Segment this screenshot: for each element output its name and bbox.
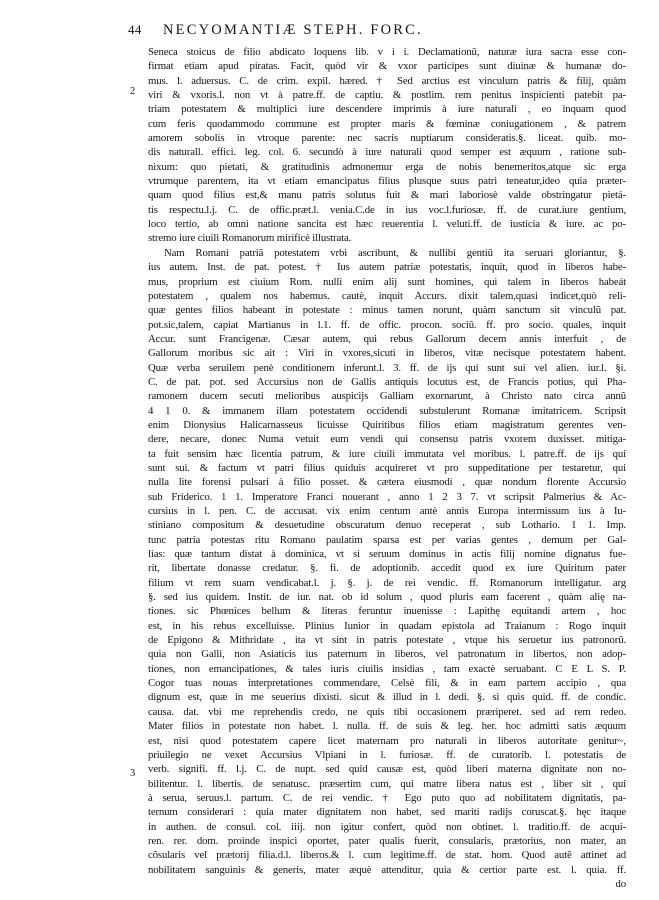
- text-line: vtrumque parentem, ita vt etiam emancipatus filius plusque suus patri teneatur,ideo quia præter-: [148, 175, 626, 188]
- text-line: triam potestatem & multiplici iure descendere imprimis à iure naturali , eo inquam quod: [148, 103, 626, 116]
- text-line: ta fuit sensim hæc licentia patrum, & iure ciuili immutata vel moribus. l. patre.ff. de ijs qui: [148, 447, 626, 460]
- text-line: quæ gentes filios habeant in potestate : minus tamen norunt, quàm sanctum sit vinculũ pat.: [148, 304, 626, 317]
- text-line: à serua, seruus.l. partum. C. de rei vendic. † Ego puto quo ad nobilitatem dignitatis, pa-: [148, 791, 626, 804]
- text-line: sunt sui. & factum vt patri filius quiduis acquireret vt pro suppeditatione per testaretur, qui: [148, 461, 626, 474]
- text-line: loco tertio, ab omni natione sancita est hæc reuerentia l. veluti.ff. de iusticia & iure. ac po-: [148, 218, 626, 231]
- page-number: 44: [128, 22, 142, 37]
- text-line: causa. dat. vbi me reprehendis credo, ne quis tibi occasionem præriperet. sed ad rem redeo.: [148, 705, 626, 718]
- text-line: dignum est, quæ in me seuerius dixisti. sicut & illud in l. dedi. §. si quis quid. ff. de condic.: [148, 691, 626, 704]
- text-line: enim Dionysius Halicarnasseus licuisse Quiritibus filios etiam magistratum gerentes ven-: [148, 418, 626, 431]
- text-line: pot.sic,talem, capiat Martianus in l.1. ff. de offic. procon. sociũ. ff. pro socio. quales, inquit: [148, 318, 626, 331]
- text-line: Seneca stoicus de filio abdicato loquens lib. v i i. Declamationũ, naturæ iura sacra esse con-: [148, 46, 626, 58]
- text-line: est, nisi quod potestatem capere licet maternam pro naturali in liberos autoritate genitur~,: [148, 734, 626, 747]
- text-line: C. de pat. pot. sed Accursius non de Gallis antiquis locutus est, de Francis potius, qui Pha-: [148, 375, 626, 388]
- margin-note-2: 2: [130, 86, 136, 97]
- text-line: potestatem , qualem nos habemus. cautè, inquit Accurs. dixit talem,quasi indicet,quò reli-: [148, 289, 626, 302]
- text-line: Cogor tuas nouas interpretationes commendare, Celsè fili, & in eam partem accipio , qua: [148, 677, 626, 690]
- text-line: ren. rer. dom. proinde inspici oportet, pater qualis fuerit, consularis, prætorius, non mater, an: [148, 834, 626, 847]
- text-line: amorem sobolis in vtroque parente: nec sacris nuptiarum consideratis.§. liceat. quib. mo-: [148, 132, 626, 145]
- text-line: 4 1 0. & immanem illam potestatem occidendi substulerunt Romanæ imitatricem. Scripsit: [148, 404, 626, 417]
- text-line: stiniano compositum & desuetudine obscuratum denuo receperat , sub Lothario. 1 1. Imp.: [148, 519, 626, 532]
- text-line: nixum: quo pietati, & gratitudinis admonemur erga de nobis benemeritos,atque sic erga: [148, 160, 626, 173]
- text-line: in authen. de consul. col. iiij. non igitur confert, quòd non obtinet. l. traditio.ff. de acqui-: [148, 820, 626, 833]
- text-line: ramonem ducem secuti melioribus auspicijs Galliam exornarunt, à Christo nato circa annũ: [148, 390, 626, 403]
- text-line: sub Friderico. 1 1. Imperatore Franci nouerant , anno 1 2 3 7. vt scripsit Palmerius & Ac-: [148, 490, 626, 503]
- text-line: verb. signifi. ff. l.j. C. de nupt. sed quid causæ est, quòd liberi materna dignitate non no-: [148, 763, 626, 776]
- text-line: ternum considerari : quia mater dignitatem non habet, sed mariti radijs coruscat.§. hęc itaque: [148, 806, 626, 819]
- text-line: cursius in l. pen. C. de accusat. vix enim centum antè annis Europa intermissum ius à Iu-: [148, 505, 626, 517]
- text-line: viri & vxoris.l. non vt à patre.ff. de captiu. & postlim. rem penitus inspicienti patebit pa-: [148, 89, 626, 102]
- text-line: dere, necare, donec Numa vetuit eum vendi qui consensu patris vxorem duxisset. mitiga-: [148, 433, 626, 446]
- text-line: Mater filios in potestate non habet. l. nulla. ff. de suis & leg. her. hoc admitti satis æquum: [148, 720, 626, 733]
- text-line: Gallorum moribus sic ait : Viri in vxores,sicuti in liberos, vitæ necisque potestatem habent.: [148, 347, 626, 360]
- text-line: tiones. sic Phœnices bellum & literas feruntur inuenisse : Lapithę equitandi artem , hoc: [148, 605, 626, 618]
- text-line: stremo iure ciuili Romanorum mirificè illustrata.: [148, 232, 352, 245]
- text-line: nobilitatem sanguinis & generis, mater æquè attenditur, quia & certior parte est. l. quia. ff.: [148, 863, 626, 876]
- text-line: quam quod filius est,& manu patris solutus fuit & mari laboriosè valde obstringatur pietá-: [148, 189, 626, 202]
- text-line: ius autem. Inst. de pat. potest. † Ius autem patriæ potestatis, inquit, quod in liberos habe-: [148, 261, 626, 274]
- text-line: cõsularis vel prætorij filia.d.l. liberos.& l. cum legitime.ff. de stat. hom. Quod autẽ attinet ad: [148, 849, 626, 862]
- text-line: lias: quæ tantum distat à dominica, vt si seruum dominus in actis filij nomine dignatus fue-: [148, 548, 626, 561]
- text-line: §. sed ius quidem. Instit. de iur. nat. ob id solum , quod pluris eam facerent , quàm alię na-: [148, 591, 626, 604]
- text-line: Quæ verba seruilem penè conditionem inferunt.l. 3. ff. de ijs qui sunt sui vel alien. iur.l. §i.: [148, 361, 626, 374]
- running-title: NECYOMANTIÆ STEPH. FORC.: [163, 22, 423, 38]
- text-line: firmat etiam apud piratas. Facit, quòd vir & vxor participes sunt diuinæ & humanæ do-: [148, 60, 626, 73]
- text-line: filium vt rem suam vendicabat.l. j. §. j. de rei vendic. ff. Romanorum intelligatur. arg: [148, 576, 626, 589]
- text-line: tiones, non emancipationes, & tales iuris ciuilis insidias , tam exactè seruabant. C E L S. P.: [148, 662, 626, 675]
- text-line: rit, libertate donasse credatur. §. fi. de adoptionib. accedit quod ex iure Quiritum pater: [148, 562, 626, 575]
- margin-note-3: 3: [130, 768, 136, 779]
- text-line: dis naturall. effici. leg. col. 6. secundò à iure naturali quod semper est æquum , ratione sub-: [148, 146, 626, 159]
- text-line: tis respectu.l.j. C. de offic.præt.l. venia.C.de in ius voc.l.furiosæ. ff. de curat.iure gentium,: [148, 203, 626, 216]
- text-line: est, in his rebus excelluisse. Plinius Iunior in quadam epistola ad Traianum : Rogo inquit: [148, 619, 626, 632]
- text-line: quia non Galli, non Asiaticis ius paternum in liberos, vel patronatum in libertos, non adop-: [148, 648, 626, 661]
- text-line: Accur. sunt Francigenæ. Cæsar autem, qui rebus Gallorum decem annis interfuit , de: [148, 332, 626, 345]
- text-line: de Epigono & Mithridate , ita vt sint in patris potestate , vtque his seruetur ius patronorũ.: [148, 634, 626, 647]
- catchword: do: [615, 877, 626, 890]
- body-text: [148, 45, 626, 891]
- text-line: mus, proprium est ciuium Rom. nulli enim alij sunt homines, qui talem in liberos habeát: [148, 275, 626, 288]
- text-line: cum feris quodammodo commune est propter maris & fœminæ coniugationem , & patrem: [148, 117, 626, 130]
- paragraph-start-line: Nam Romani patriã potestatem vrbi ascribunt, & nullibi gentiũ ita seruari gloriantur, §.: [164, 246, 626, 259]
- text-line: priuilegio ne vexet Accursius Vlpiani in l. furiosæ. ff. de curatorib. l. potestatis de: [148, 748, 626, 761]
- page-header: [128, 20, 618, 40]
- text-line: nulla lite forensi pulsari à filio posset. & cætera eiusmodi , quæ nondum florente Accursio: [148, 476, 626, 489]
- text-line: bilitentur. l. libertis. de senatusc. præsertim cum, qui matre libera natus est , liber sit , qui: [148, 777, 626, 790]
- text-line: tunc patria potestas ritu Romano paulatim sparsa est per varias gentes , demum per Gal-: [148, 533, 626, 546]
- text-line: mus. l. aduersus. C. de crim. expil. hæred. † Sed arctius est vinculum patris & filij, quàm: [148, 74, 626, 87]
